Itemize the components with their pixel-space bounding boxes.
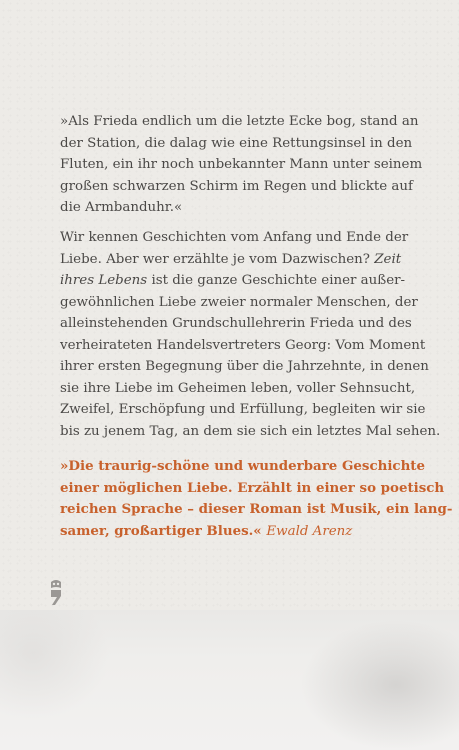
excerpt-line: »Als Frieda endlich um die letzte Ecke bog, stand an [60, 114, 419, 129]
blur-shade [300, 620, 459, 750]
description-text: Liebe. Aber wer erzählte je vom Dazwischen? [60, 251, 370, 267]
description-line: sie ihre Liebe im Geheimen leben, voller Sehnsucht, [60, 380, 416, 396]
review-quote-text: samer, großartiger Blues.« [60, 522, 262, 539]
description-paragraph [60, 227, 441, 442]
description-line [60, 249, 410, 271]
book-title-part: ihres Lebens [60, 273, 148, 288]
description-line: Wir kennen Geschichten vom Anfang und Ende der [60, 230, 409, 245]
description-line: gewöhnlichen Liebe zweier normaler Menschen, der [60, 294, 418, 310]
description-line: ihrer ersten Begegnung über die Jahrzehnte, in denen [60, 359, 429, 374]
book-title-part: Zeit [374, 251, 402, 267]
excerpt-line: Fluten, ein ihr noch unbekannter Mann unter seinem [60, 157, 423, 172]
excerpt-line: großen schwarzen Schirm im Regen und blickte auf [60, 178, 413, 194]
review-author: Ewald Arenz [266, 523, 353, 539]
review-quote-line [60, 521, 410, 543]
description-line: verheirateten Handelsvertreters Georg: Vom Moment [60, 337, 426, 353]
review-quote-line: einer möglichen Liebe. Erzählt in einer so poetisch [60, 479, 445, 496]
description-line: bis zu jenem Tag, an dem sie sich ein letztes Mal sehen. [60, 423, 441, 439]
review-quote [60, 456, 453, 542]
description-text: ist die ganze Geschichte einer außer- [151, 273, 406, 288]
excerpt-paragraph [60, 111, 423, 219]
description-line [60, 270, 410, 292]
description-line: alleinstehenden Grundschullehrerin Frieda und des [60, 316, 412, 331]
blur-shade [0, 610, 110, 720]
review-quote-line: »Die traurig-schöne und wunderbare Geschichte [60, 458, 426, 474]
excerpt-line: die Armbanduhr.« [60, 200, 183, 215]
description-line: Zweifel, Erschöpfung und Erfüllung, begleiten wir sie [60, 402, 426, 417]
blurred-background [0, 610, 459, 750]
excerpt-line: der Station, die dalag wie eine Rettungsinsel in den [60, 135, 413, 151]
review-quote-line: reichen Sprache – dieser Roman ist Musik, ein lang- [60, 501, 453, 517]
owl-logo-icon [49, 578, 63, 606]
